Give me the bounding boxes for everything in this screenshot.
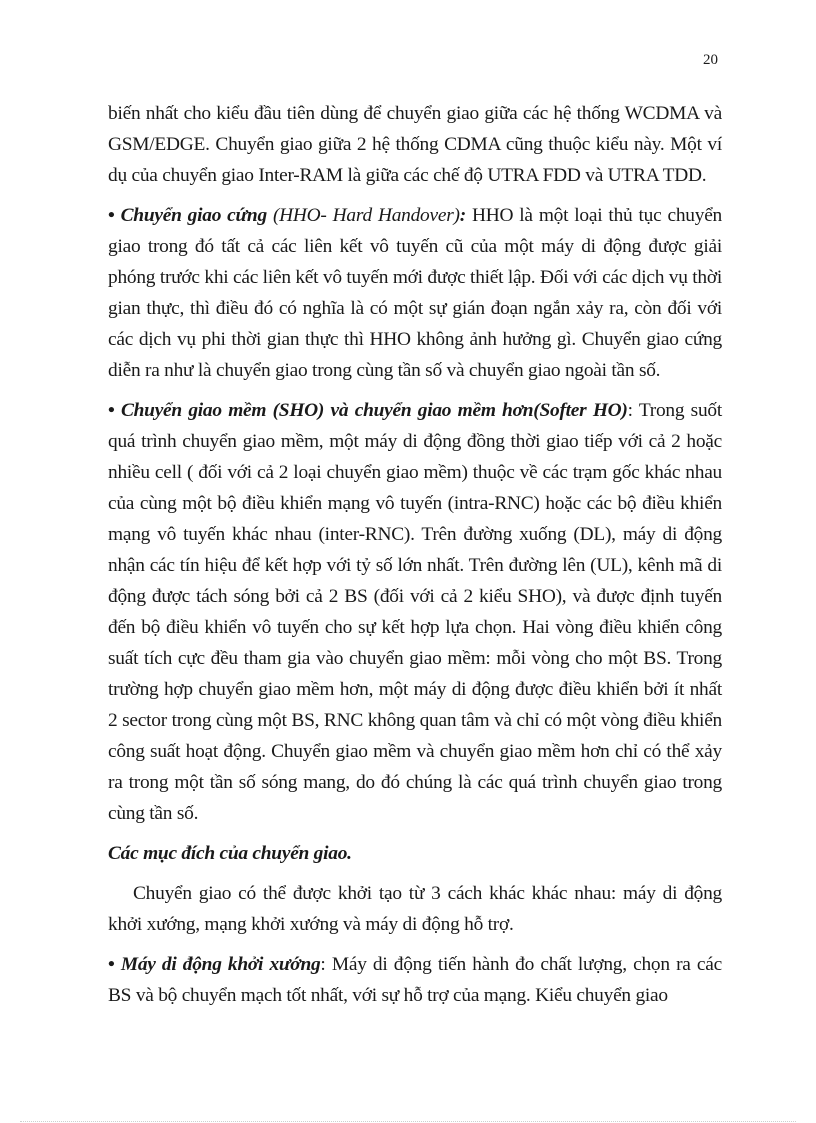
term-colon: : xyxy=(459,205,466,226)
bullet-icon: • xyxy=(108,400,115,421)
intro-paragraph: biến nhất cho kiểu đầu tiên dùng để chuyển giao giữa các hệ thống WCDMA và GSM/EDGE. Chuyển giao giữa 2 hệ thống CDMA cũng thuộc kiểu này. Một ví dụ của chuyển giao Inter-RAM là giữa các chế độ UTRA FDD và UTRA TDD. xyxy=(108,103,722,186)
soft-handover-text: Trong suốt quá trình chuyển giao mềm, một máy di động đồng thời giao tiếp với cả 2 hoặc nhiều cell ( đối với cả 2 loại chuyển giao mềm) thuộc về các trạm gốc khác nhau của cùng một bộ điều khiển mạng vô tuyến (intra-RNC) hoặc các bộ điều khiển mạng vô tuyến khác nhau (inter-RNC). Trên đường xuống (DL), máy di động nhận các tín hiệu để kết hợp với tỷ số lớn nhất. Trên đường lên (UL), kênh mã di động được tách sóng bởi cả 2 BS (đối với cả 2 kiểu SHO), và được định tuyến đến bộ điều khiển vô tuyến cho sự kết hợp lựa chọn. Hai vòng điều khiển công suất tích cực đều tham gia vào chuyển giao mềm: mỗi vòng cho một BS. Trong trường hợp chuyển giao mềm hơn, một máy di động được điều khiển bởi ít nhất 2 sector trong cùng một BS, RNC không quan tâm và chỉ có một vòng điều khiển công suất hoạt động. Chuyển giao mềm và chuyển giao mềm hơn chỉ có thể xảy ra trong một tần số sóng mang, do đó chúng là các quá trình chuyển giao trong cùng tần số. xyxy=(108,400,722,824)
term-colon: : xyxy=(320,954,326,975)
soft-handover-term: Chuyển giao mềm (SHO) và chuyển giao mềm hơn(Softer HO) xyxy=(120,400,628,421)
page-bottom-divider xyxy=(20,1121,796,1122)
soft-handover-paragraph xyxy=(108,395,722,829)
document-body xyxy=(108,98,722,1011)
bullet-icon: • xyxy=(108,954,115,975)
page-number: 20 xyxy=(703,52,718,68)
section-heading: Các mục đích của chuyển giao. xyxy=(108,843,352,864)
term-colon: : xyxy=(627,400,633,421)
bullet-icon: • xyxy=(108,205,115,226)
hard-handover-paragraph xyxy=(108,200,722,386)
hard-handover-abbrev: (HHO- Hard Handover) xyxy=(272,205,460,226)
mobile-initiated-term: Máy di động khởi xướng xyxy=(120,954,321,975)
hard-handover-term: Chuyển giao cứng xyxy=(120,205,267,226)
purpose-paragraph: Chuyển giao có thể được khởi tạo từ 3 cách khác khác nhau: máy di động khởi xướng, mạng khởi xướng và máy di động hỗ trợ. xyxy=(108,883,722,935)
mobile-initiated-text: Máy di động tiến hành đo chất lượng, chọn ra các BS và bộ chuyển mạch tốt nhất, với sự hỗ trợ của mạng. Kiểu chuyển giao xyxy=(108,954,722,1006)
mobile-initiated-paragraph xyxy=(108,949,722,1011)
hard-handover-text: HHO là một loại thủ tục chuyển giao trong đó tất cả các liên kết vô tuyến cũ của một máy di động được giải phóng trước khi các liên kết vô tuyến mới được thiết lập. Đối với các dịch vụ thời gian thực, thì điều đó có nghĩa là có một sự gián đoạn ngắn xảy ra, còn đối với các dịch vụ phi thời gian thực thì HHO không ảnh hưởng gì. Chuyển giao cứng diễn ra như là chuyển giao trong cùng tần số và chuyển giao ngoài tần số. xyxy=(108,205,722,381)
